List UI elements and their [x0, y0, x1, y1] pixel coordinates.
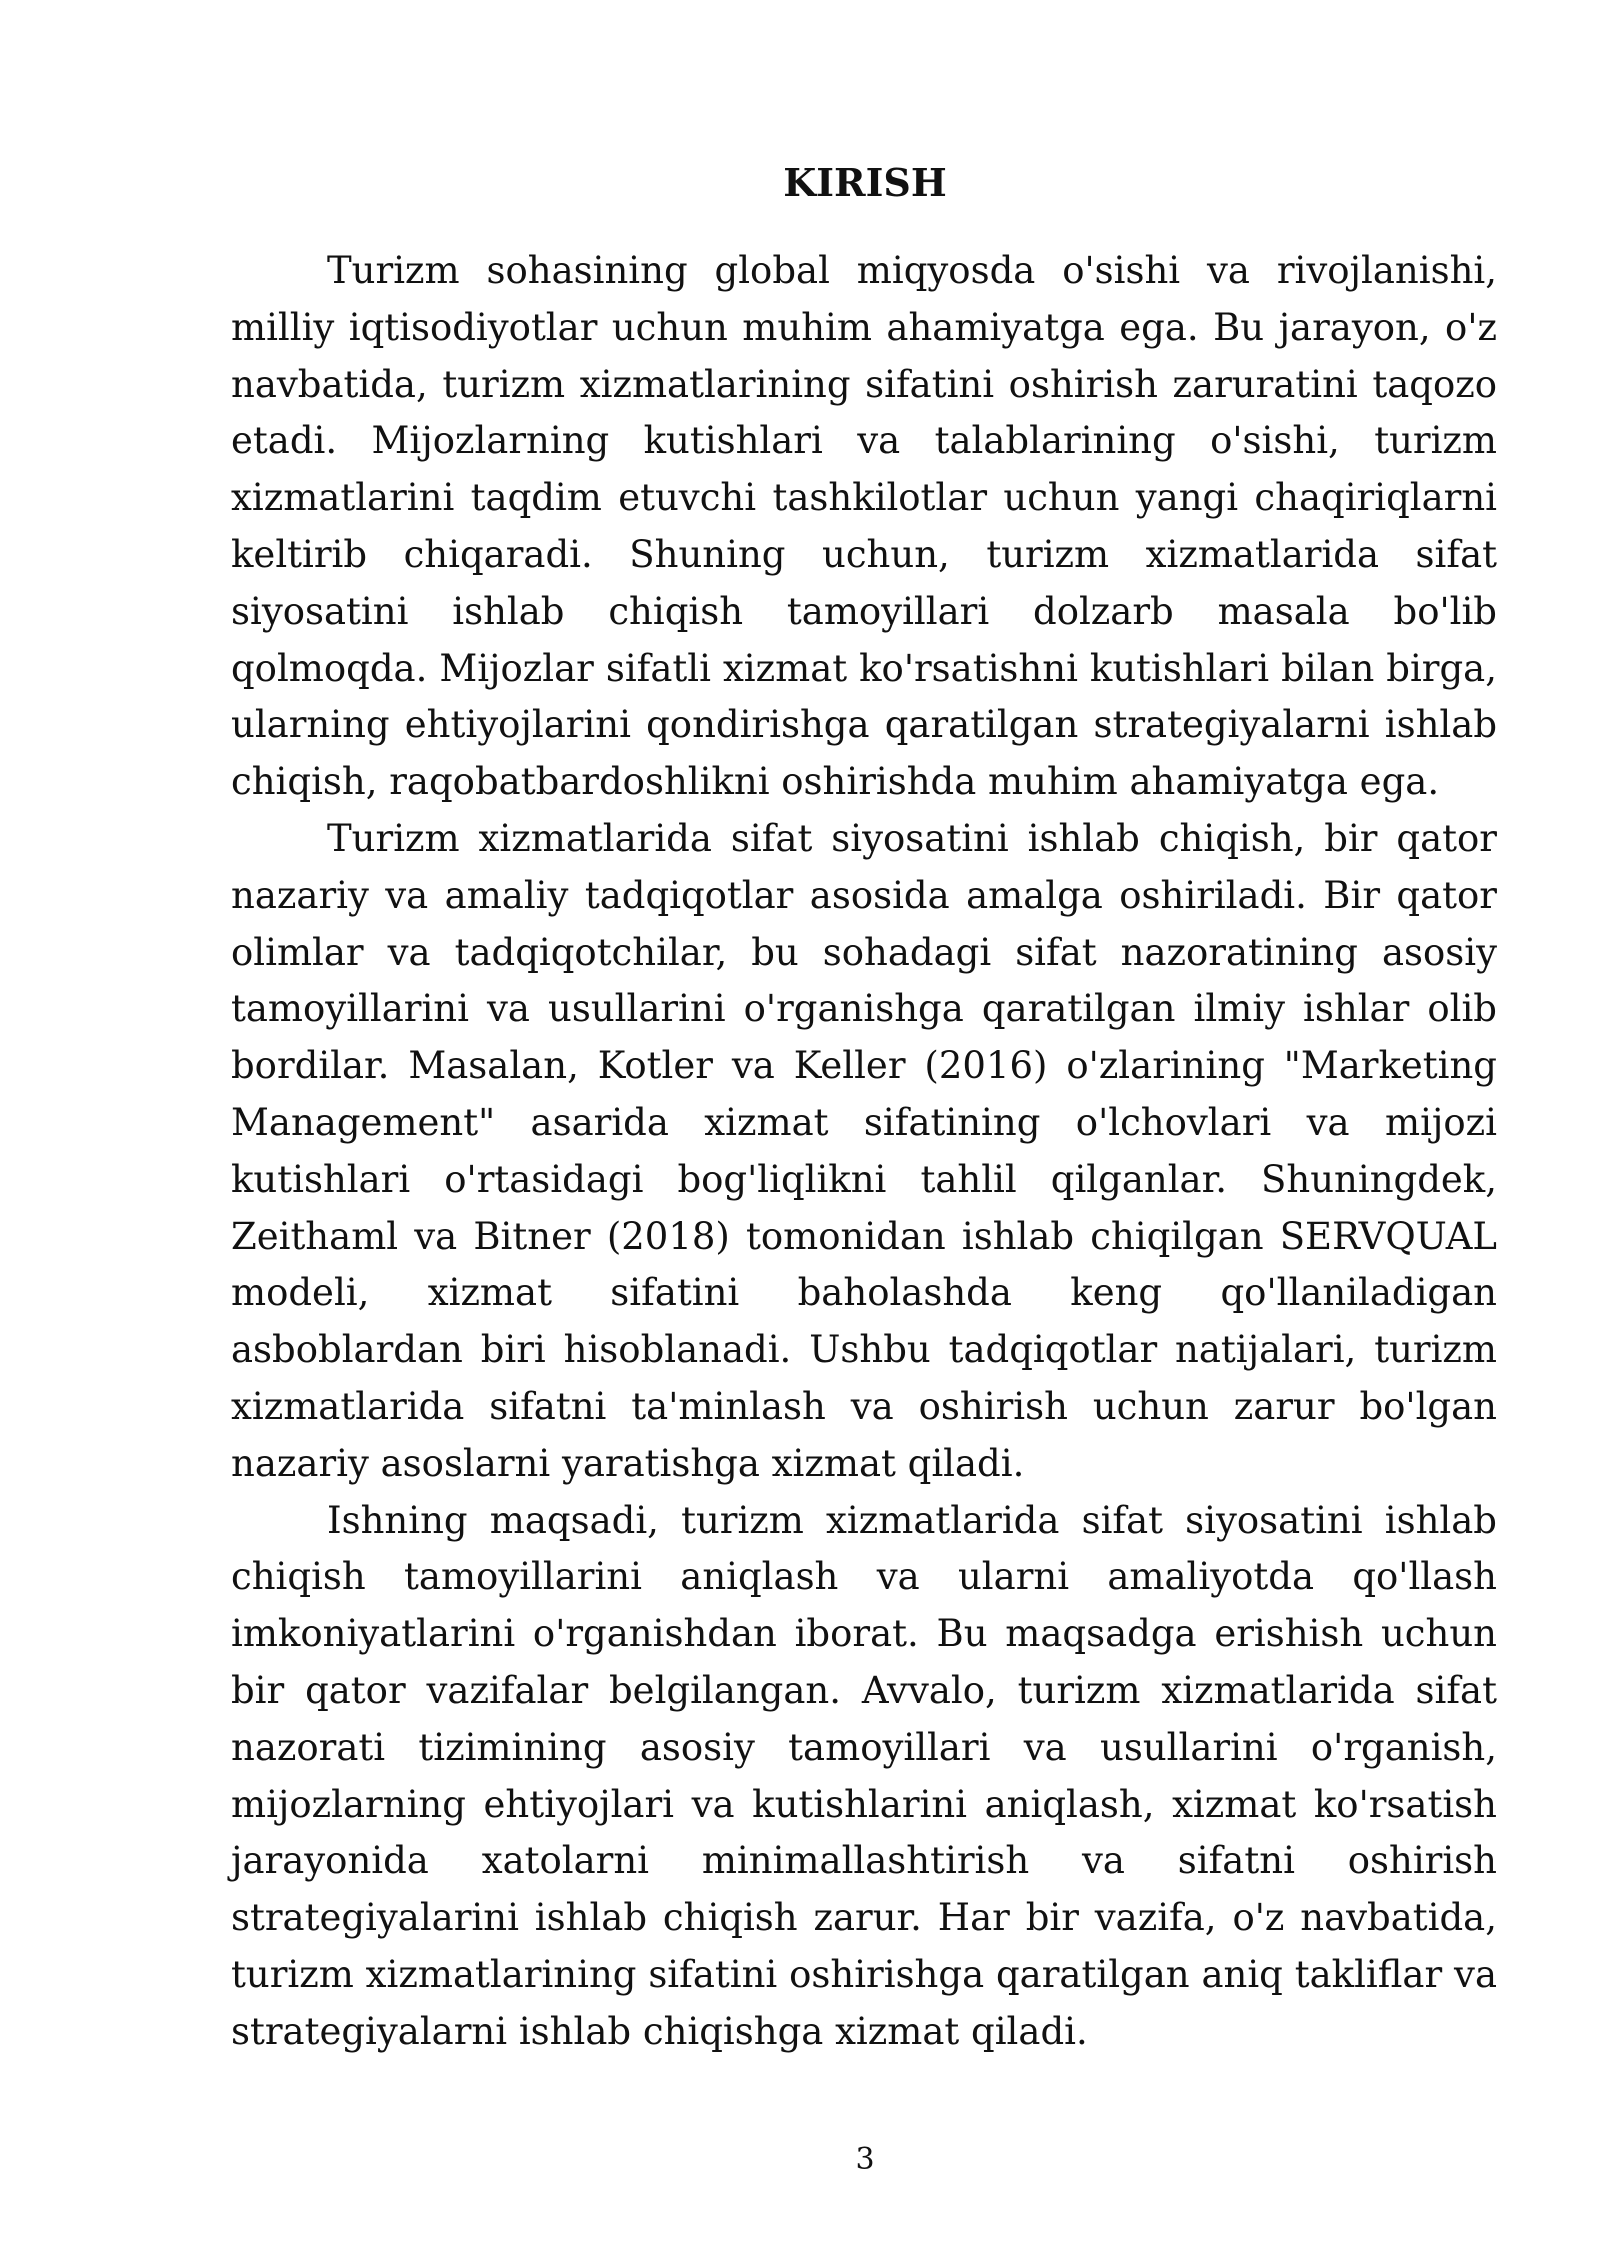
paragraph-2: Turizm xizmatlarida sifat siyosatini ishlab chiqish, bir qator nazariy va amaliy tadqiqotlar asosida amalga oshiriladi. Bir qator olimlar va tadqiqotchilar, bu sohadagi sifat nazoratining asosiy tamoyillarini va usullarini o'rganishga qaratilgan ilmiy ishlar olib bordilar. Masalan, Kotler va Keller (2016) o'zlarining "Marketing Management" asarida xizmat sifatining o'lchovlari va mijozi kutishlari o'rtasidagi bog'liqlikni tahlil qilganlar. Shuningdek, Zeithaml va Bitner (2018) tomonidan ishlab chiqilgan SERVQUAL modeli, xizmat sifatini baholashda keng qo'llaniladigan asboblardan biri hisoblanadi. Ushbu tadqiqotlar natijalari, turizm xizmatlarida sifatni ta'minlash va oshirish uchun zarur bo'lgan nazariy asoslarni yaratishga xizmat qiladi.	[231, 816, 1497, 1485]
paragraph-3: Ishning maqsadi, turizm xizmatlarida sifat siyosatini ishlab chiqish tamoyillarini aniqlash va ularni amaliyotda qo'llash imkoniyatlarini o'rganishdan iborat. Bu maqsadga erishish uchun bir qator vazifalar belgilangan. Avvalo, turizm xizmatlarida sifat nazorati tizimining asosiy tamoyillari va usullarini o'rganish, mijozlarning ehtiyojlari va kutishlarini aniqlash, xizmat ko'rsatish jarayonida xatolarni minimallashtirish va sifatni oshirish strategiyalarini ishlab chiqish zarur. Har bir vazifa, o'z navbatida, turizm xizmatlarining sifatini oshirishga qaratilgan aniq takliflar va strategiyalarni ishlab chiqishga xizmat qiladi.	[231, 1498, 1497, 2053]
body-text	[231, 243, 1497, 2061]
page-title: KIRISH	[783, 160, 947, 205]
page-number: 3	[855, 2142, 875, 2177]
paragraph-1: Turizm sohasining global miqyosda o'sishi va rivojlanishi, milliy iqtisodiyotlar uchun muhim ahamiyatga ega. Bu jarayon, o'z navbatida, turizm xizmatlarining sifatini oshirish zaruratini taqozo etadi. Mijozlarning kutishlari va talablarining o'sishi, turizm xizmatlarini taqdim etuvchi tashkilotlar uchun yangi chaqiriqlarni keltirib chiqaradi. Shuning uchun, turizm xizmatlarida sifat siyosatini ishlab chiqish tamoyillari dolzarb masala bo'lib qolmoqda. Mijozlar sifatli xizmat ko'rsatishni kutishlari bilan birga, ularning ehtiyojlarini qondirishga qaratilgan strategiyalarni ishlab chiqish, raqobatbardoshlikni oshirishda muhim ahamiyatga ega.	[231, 249, 1497, 804]
